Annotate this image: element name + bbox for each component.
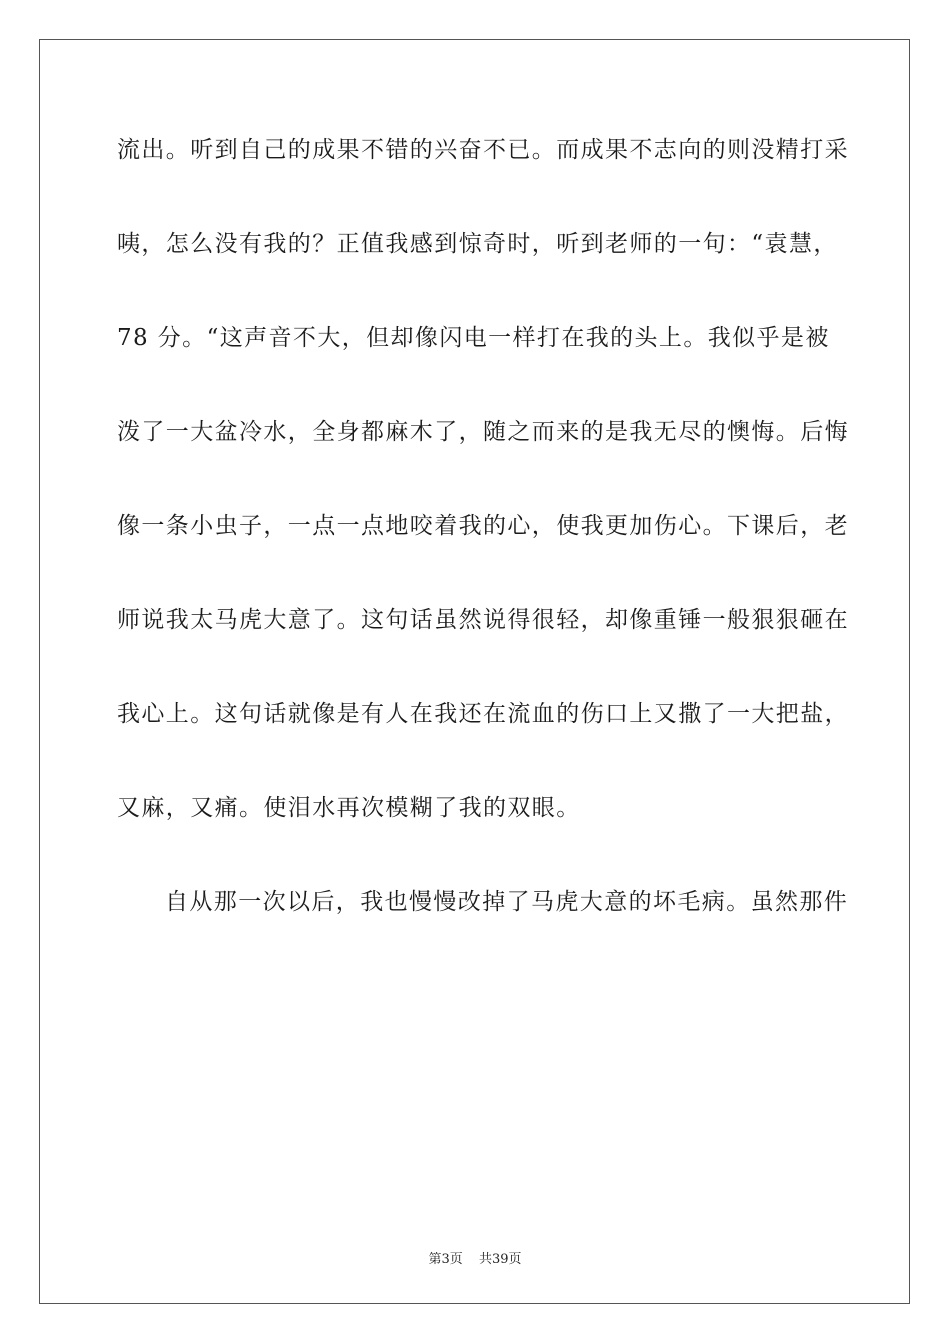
text-line-2: 咦，怎么没有我的？正值我感到惊奇时，听到老师的一句：“袁慧，	[117, 231, 838, 257]
text-line-1: 流出。听到自己的成果不错的兴奋不已。而成果不志向的则没精打采	[117, 137, 849, 163]
text-line-5: 像一条小虫子，一点一点地咬着我的心，使我更加伤心。下课后，老	[117, 513, 849, 539]
page-footer	[0, 1248, 950, 1267]
total-pages: 共39页	[478, 1252, 522, 1267]
text-line-9: 自从那一次以后，我也慢慢改掉了马虎大意的坏毛病。虽然那件	[165, 889, 849, 915]
text-line-6: 师说我太马虎大意了。这句话虽然说得很轻，却像重锤一般狠狠砸在	[117, 607, 849, 633]
text-line-4: 泼了一大盆冷水，全身都麻木了，随之而来的是我无尽的懊悔。后悔	[117, 419, 849, 445]
text-line-7: 我心上。这句话就像是有人在我还在流血的伤口上又撒了一大把盐，	[117, 701, 849, 727]
page-number: 第3页	[428, 1252, 463, 1267]
text-line-8: 又麻，又痛。使泪水再次模糊了我的双眼。	[117, 795, 581, 821]
text-line-3: 78 分。“这声音不大，但却像闪电一样打在我的头上。我似乎是被	[117, 325, 830, 351]
